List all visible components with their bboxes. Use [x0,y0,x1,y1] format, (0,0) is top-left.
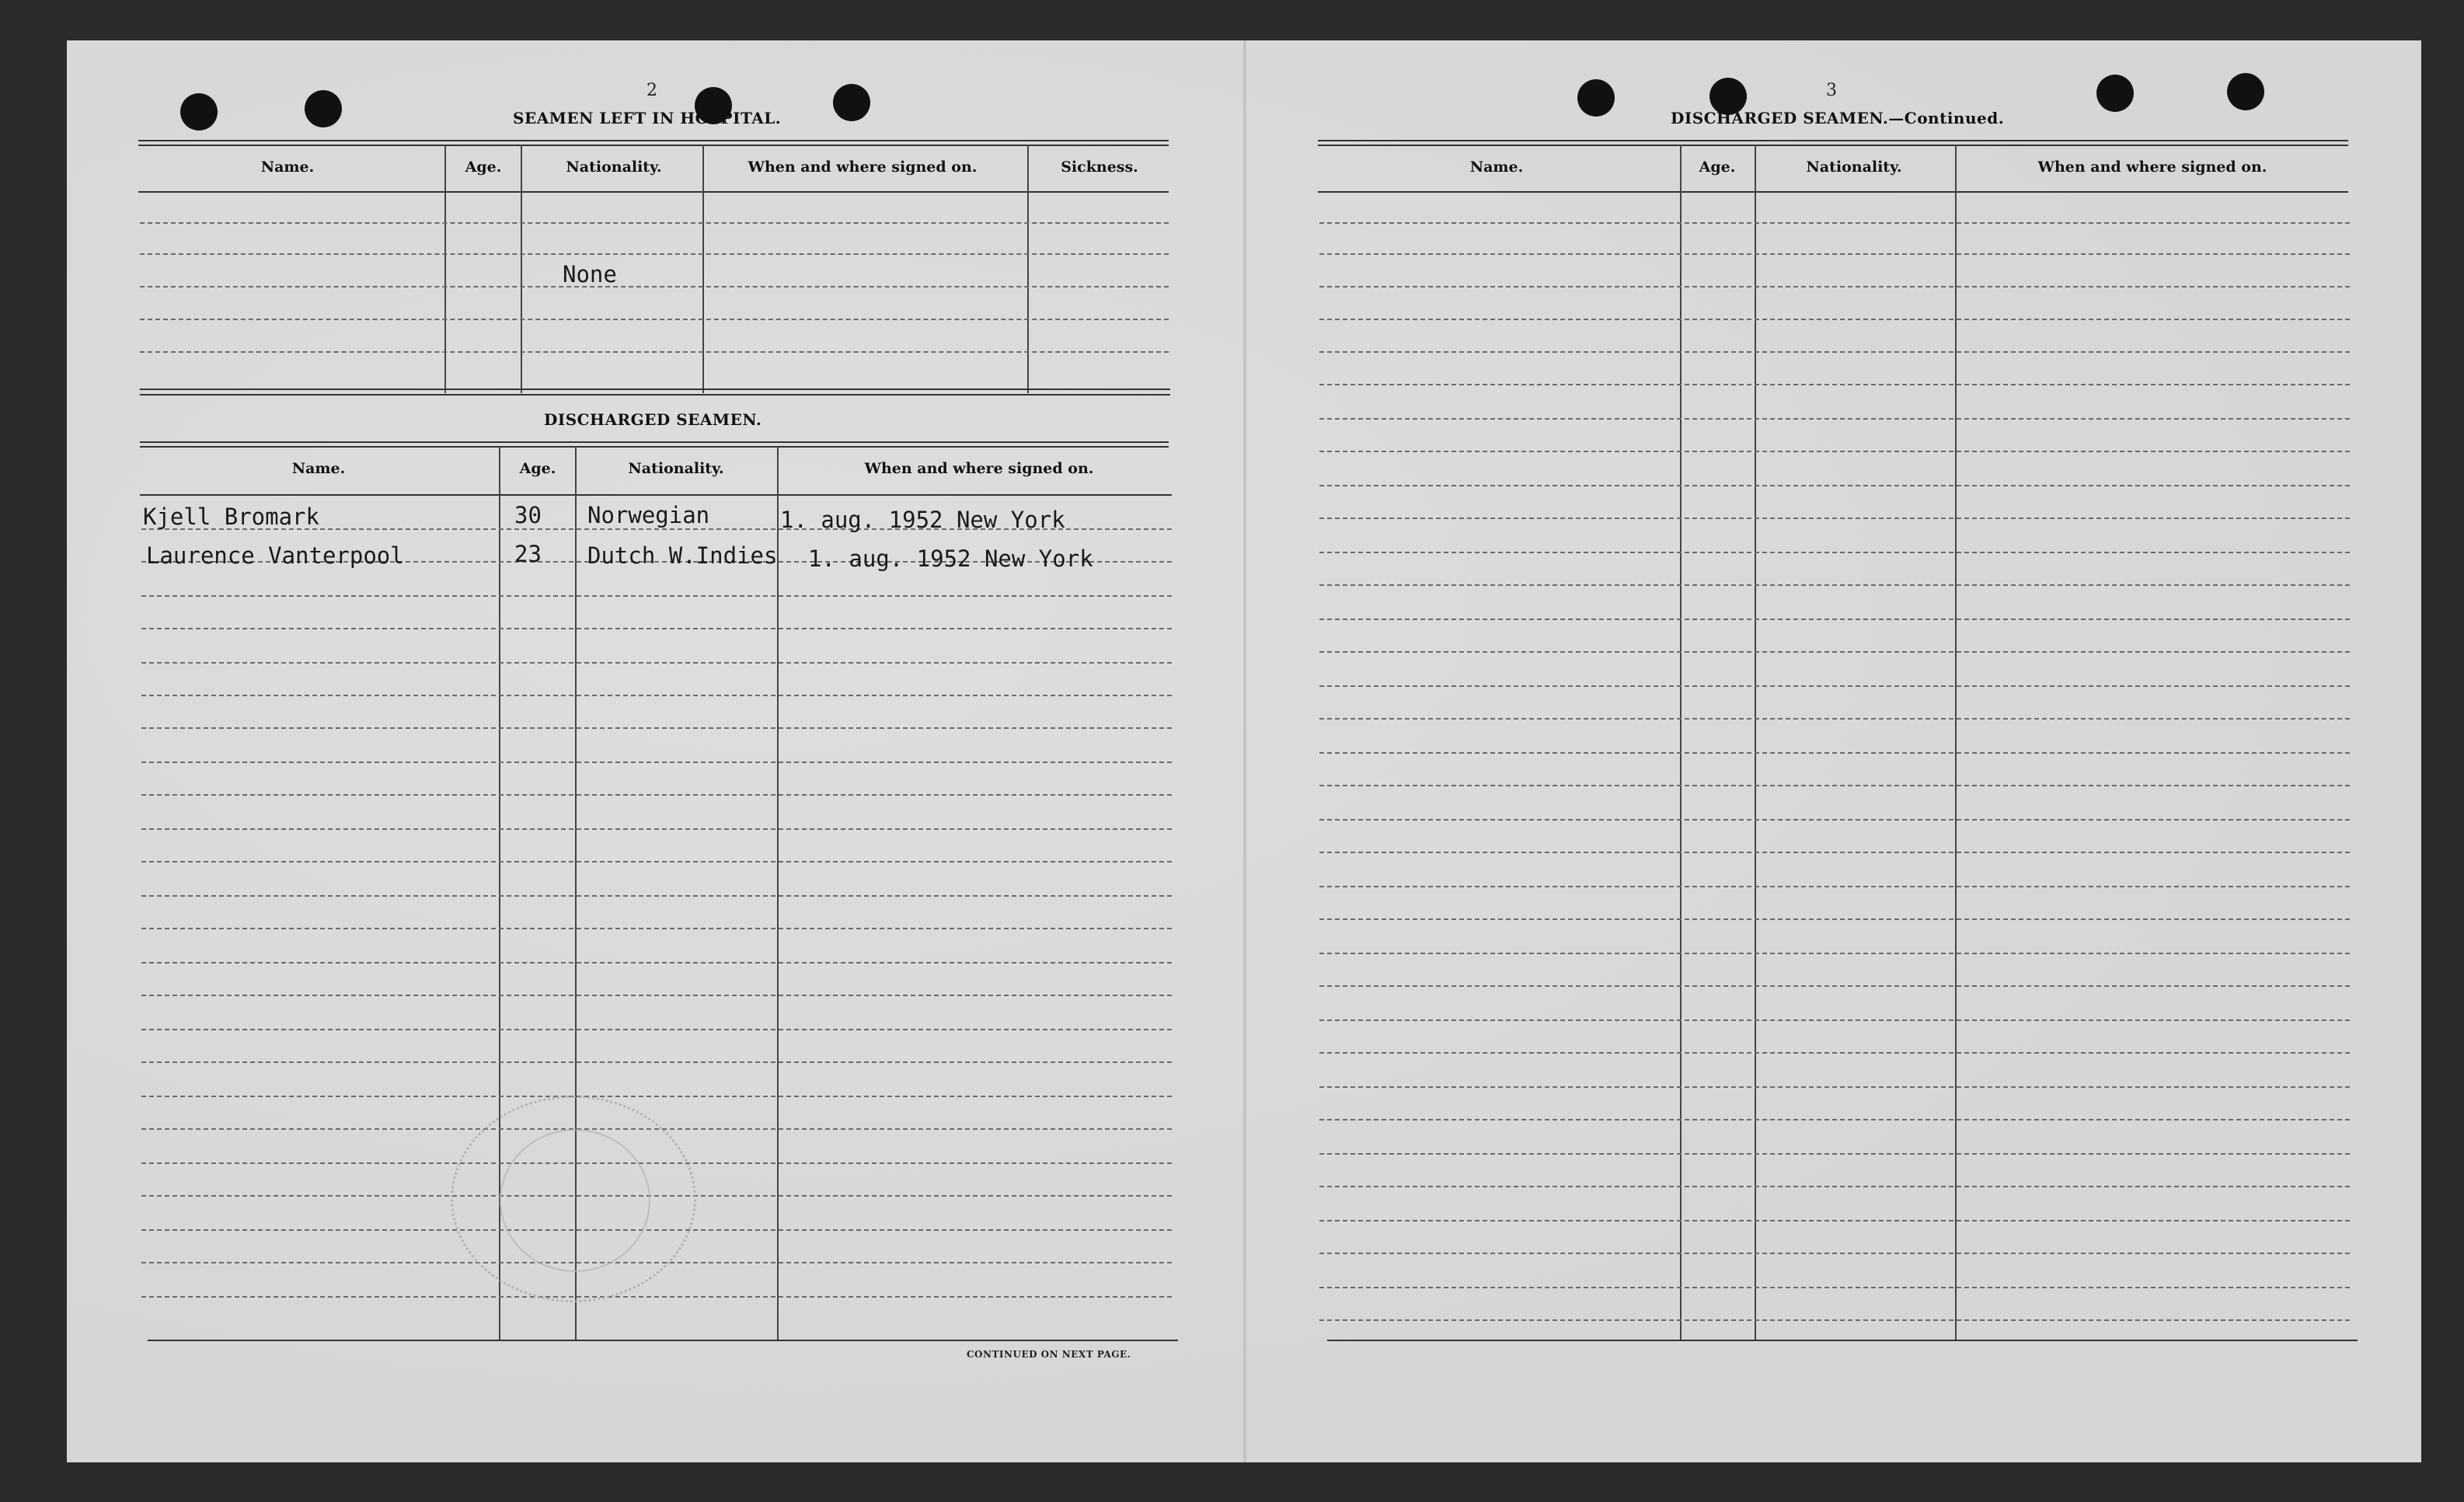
ruled-line [1319,319,2350,320]
column-divider [702,145,704,393]
seaman-signed-on: 1. aug. 1952 New York [808,545,1093,572]
page-number: 3 [1826,81,1837,100]
column-header: Age. [519,460,556,477]
punch-hole [180,93,218,131]
table-rule [138,191,1169,193]
table-rule [1318,140,2348,141]
ruled-line [141,1096,1172,1097]
ruled-line [1319,253,2350,255]
ruled-line [1319,918,2350,920]
ruled-line [1319,785,2350,786]
table-rule [148,1340,1178,1341]
table-rule [140,394,1170,396]
column-divider [1680,145,1682,1341]
ruled-line [141,928,1172,929]
ruled-line [141,1029,1172,1030]
table-rule [140,494,1172,496]
page-fold [1243,40,1246,1462]
ruled-line [1319,286,2350,288]
ruled-line [1319,384,2350,385]
ruled-line [1319,518,2350,519]
ruled-line [1319,418,2350,420]
ruled-line [1319,351,2350,353]
table-rule [140,441,1169,443]
table-rule [140,446,1169,448]
ruled-line [1319,752,2350,754]
column-divider [444,145,446,393]
punch-hole [305,90,342,127]
punch-hole [1577,79,1615,117]
column-header: Name. [1469,159,1524,176]
ruled-line [141,861,1172,863]
table-rule [1327,1340,2358,1341]
column-divider [1755,145,1756,1341]
ruled-line [141,895,1172,897]
ruled-line [1319,1319,2350,1321]
hospital-entry: None [563,261,617,288]
ruled-line [1319,852,2350,853]
ruled-line [1319,1287,2350,1288]
ruled-line [141,628,1172,629]
seaman-age: 23 [514,541,542,567]
ruled-line [141,828,1172,830]
continued-note: CONTINUED ON NEXT PAGE. [967,1349,1131,1360]
discharged-section-title: DISCHARGED SEAMEN. [544,410,762,429]
ruled-line [1319,1153,2350,1155]
ruled-line [1319,985,2350,987]
punch-hole [833,84,870,121]
column-header: When and where signed on. [748,159,978,176]
ruled-line [1319,222,2350,224]
ruled-line [141,727,1172,729]
ruled-line [141,695,1172,696]
ruled-line [1319,619,2350,620]
ruled-line [140,351,1169,353]
column-divider [1027,145,1029,393]
column-header: When and where signed on. [2037,159,2267,176]
table-rule [140,389,1170,390]
table-rule [1318,145,2348,146]
ruled-line [1319,1220,2350,1221]
ruled-line [1319,485,2350,486]
ruled-line [1319,1019,2350,1021]
ruled-line [1319,584,2350,586]
column-divider [777,446,779,1341]
ruled-line [1319,451,2350,452]
received-stamp [451,1096,696,1302]
punch-hole [2096,75,2134,112]
seaman-age: 30 [514,502,542,528]
table-rule [138,140,1169,141]
ruled-line [1319,1186,2350,1187]
column-header: Age. [1699,159,1736,176]
column-header: Age. [465,159,502,176]
ruled-line [1319,1052,2350,1054]
ruled-line [1319,1119,2350,1120]
table-rule [1318,191,2348,193]
ruled-line [141,595,1172,597]
ruled-line [1319,819,2350,821]
seaman-nationality: Dutch W.Indies [587,542,778,569]
hospital-section-title: SEAMEN LEFT IN HOSPITAL. [513,109,782,127]
seaman-name: Kjell Bromark [143,504,319,530]
column-header: Sickness. [1061,159,1138,176]
ruled-line [141,794,1172,796]
ruled-line [1319,685,2350,687]
table-rule [138,145,1169,146]
ruled-line [141,662,1172,664]
ruled-line [140,253,1169,255]
ruled-line [1319,953,2350,954]
seaman-signed-on: 1. aug. 1952 New York [780,507,1065,533]
seaman-nationality: Norwegian [587,502,710,528]
ruled-line [141,1061,1172,1063]
ruled-line [141,995,1172,996]
column-header: Nationality. [628,460,724,477]
page-number: 2 [646,81,657,100]
ruled-line [1319,651,2350,653]
ruled-line [140,319,1169,320]
column-divider [1955,145,1957,1341]
ruled-line [1319,718,2350,720]
ruled-line [141,1296,1172,1298]
ruled-line [141,962,1172,964]
ruled-line [1319,886,2350,887]
column-header: When and where signed on. [864,460,1094,477]
ruled-line [140,286,1169,288]
ruled-line [1319,552,2350,553]
discharged-continued-title: DISCHARGED SEAMEN.—Continued. [1671,109,2005,127]
column-header: Name. [291,460,346,477]
column-divider [521,145,522,393]
column-header: Nationality. [566,159,662,176]
punch-hole [2227,73,2264,110]
seaman-name: Laurence Vanterpool [146,542,404,569]
column-header: Name. [260,159,315,176]
ruled-line [140,222,1169,224]
ruled-line [141,761,1172,763]
ruled-line [1319,1253,2350,1254]
ruled-line [1319,1086,2350,1088]
column-header: Nationality. [1806,159,1902,176]
